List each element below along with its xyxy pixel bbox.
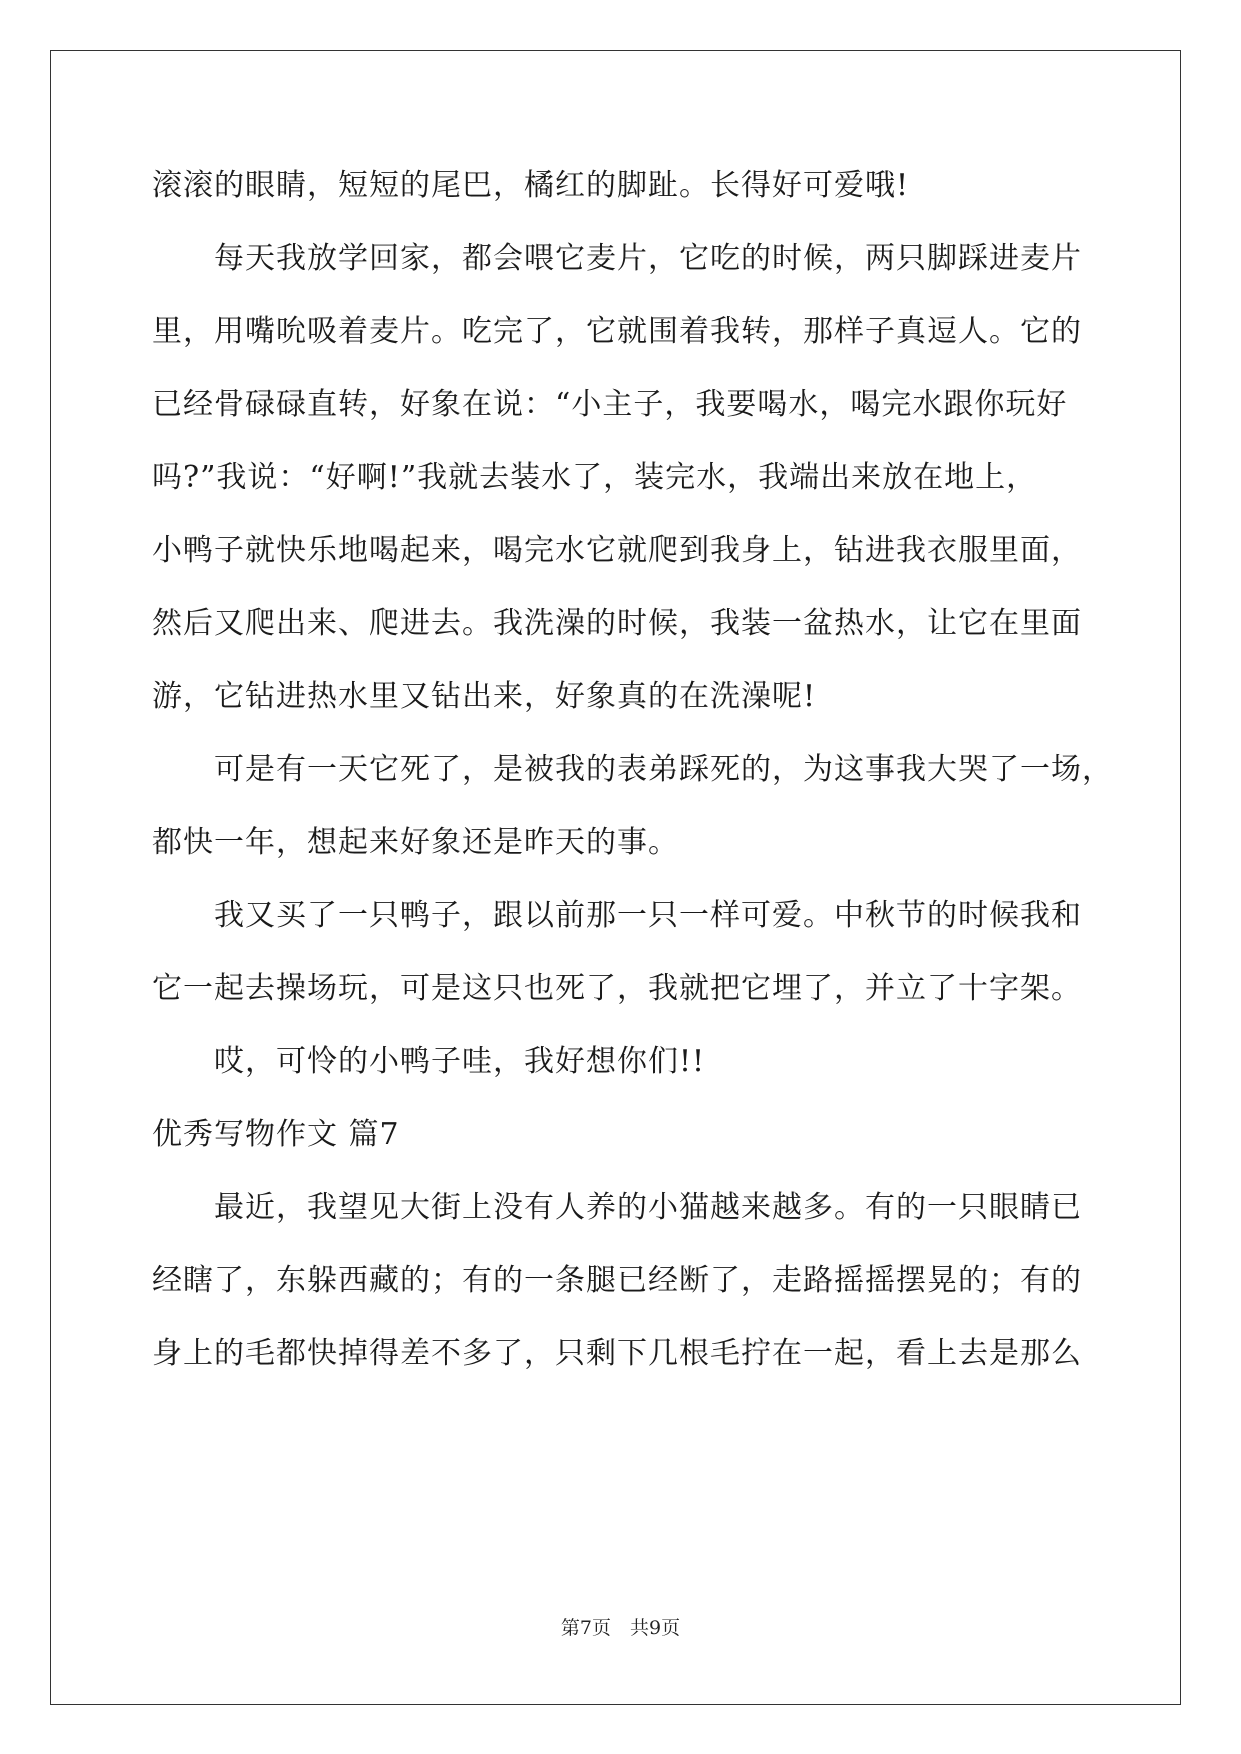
- text-line: 小鸭子就快乐地喝起来，喝完水它就爬到我身上，钻进我衣服里面，: [152, 533, 1082, 568]
- text-line: 都快一年，想起来好象还是昨天的事。: [152, 825, 679, 860]
- page-footer: 第7页 共9页: [560, 1617, 681, 1639]
- text-line: 经瞎了，东躲西藏的；有的一条腿已经断了，走路摇摇摆晃的；有的: [152, 1263, 1082, 1298]
- text-line: 可是有一天它死了，是被我的表弟踩死的，为这事我大哭了一场，: [152, 752, 1113, 787]
- text-line: 最近，我望见大街上没有人养的小猫越来越多。有的一只眼睛已: [152, 1190, 1082, 1225]
- section-heading: 优秀写物作文 篇7: [152, 1117, 400, 1152]
- page-border: [50, 50, 1181, 1705]
- text-line: 吗?”我说：“好啊!”我就去装水了，装完水，我端出来放在地上，: [152, 460, 1038, 495]
- text-line: 我又买了一只鸭子，跟以前那一只一样可爱。中秋节的时候我和: [152, 898, 1082, 933]
- text-line: 然后又爬出来、爬进去。我洗澡的时候，我装一盆热水，让它在里面: [152, 606, 1082, 641]
- text-line: 里，用嘴吮吸着麦片。吃完了，它就围着我转，那样子真逗人。它的: [152, 314, 1082, 349]
- text-line: 已经骨碌碌直转，好象在说：“小主子，我要喝水，喝完水跟你玩好: [152, 387, 1068, 422]
- text-line: 每天我放学回家，都会喂它麦片，它吃的时候，两只脚踩进麦片: [152, 241, 1082, 276]
- text-line: 哎，可怜的小鸭子哇，我好想你们!!: [152, 1044, 706, 1079]
- text-line: 滚滚的眼睛，短短的尾巴，橘红的脚趾。长得好可爱哦!: [152, 168, 910, 203]
- text-line: 游，它钻进热水里又钻出来，好象真的在洗澡呢!: [152, 679, 817, 714]
- text-line: 身上的毛都快掉得差不多了，只剩下几根毛拧在一起，看上去是那么: [152, 1336, 1082, 1371]
- text-line: 它一起去操场玩，可是这只也死了，我就把它埋了，并立了十字架。: [152, 971, 1082, 1006]
